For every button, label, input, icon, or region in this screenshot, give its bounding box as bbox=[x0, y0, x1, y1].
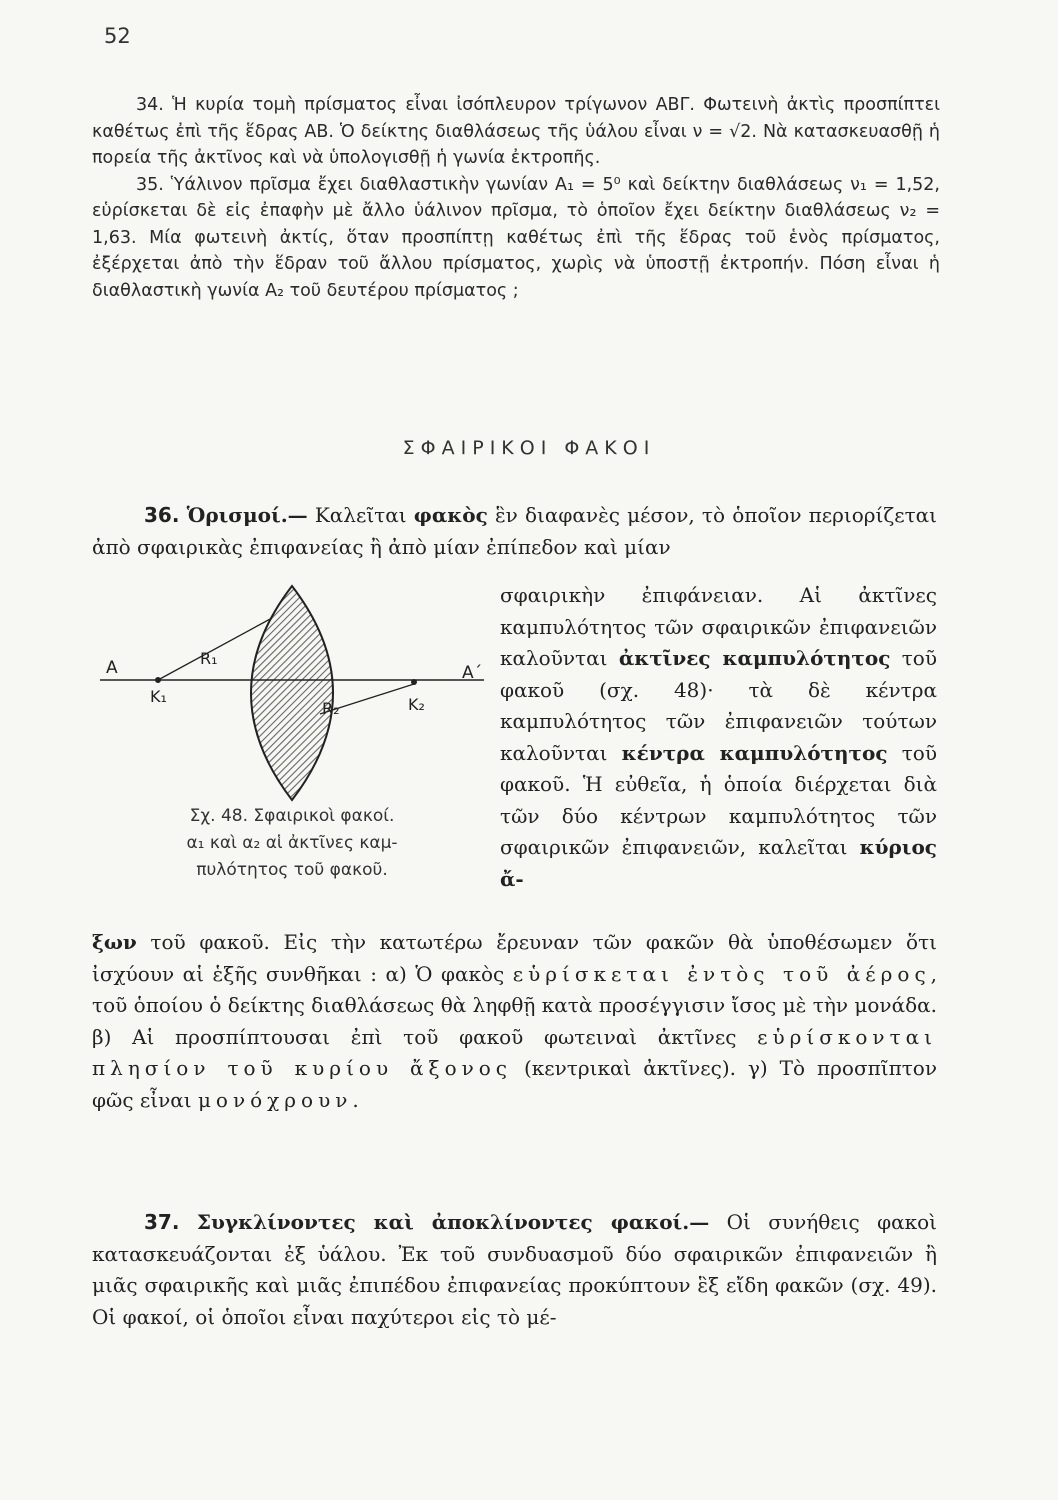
figure-caption bbox=[92, 803, 492, 884]
spaced-emphasis: μονόχρουν bbox=[197, 1087, 353, 1112]
section-36-side-text bbox=[500, 580, 937, 895]
label-k1: Κ₁ bbox=[150, 687, 167, 706]
section-36-intro bbox=[92, 500, 937, 563]
center-k1-dot bbox=[155, 677, 161, 683]
section-heading: Συγκλίνοντες καὶ ἀποκλίνοντες φακοί.— bbox=[196, 1210, 710, 1234]
problem-text: Ἡ κυρία τομὴ πρίσματος εἶναι ἰσόπλευρον τρίγωνον ΑΒΓ. Φωτεινὴ ἀκτὶς προσπίπτει καθέτως ἐπὶ τῆς ἕδρας ΑΒ. Ὁ δείκτης διαθλάσεως τῆς ὑάλου εἶναι ν = √2. Νὰ κατασκευασθῇ ἡ πορεία τῆς ἀκτῖνος καὶ νὰ ὑπολογισθῇ ἡ γωνία ἐκτροπῆς. bbox=[92, 95, 940, 168]
section-number: 37. bbox=[144, 1210, 180, 1234]
term-principal-axis: κύριος ἄ- bbox=[500, 835, 937, 891]
problem-number: 34. bbox=[136, 95, 164, 115]
label-a: Α bbox=[106, 658, 118, 678]
text-run: Καλεῖται bbox=[307, 503, 414, 527]
text-run: σφαιρικὴν ἐπιφάνειαν. Αἱ ἀκτῖνες καμπυλότητος τῶν σφαιρικῶν ἐπιφανειῶν καλοῦνται bbox=[500, 583, 937, 670]
caption-line: Σχ. 48. Σφαιρικοὶ φακοί. bbox=[189, 806, 395, 826]
text-run: ἓν διαφανὲς μέσον, τὸ ὁποῖον περιορίζεται ἀπὸ σφαιρικὰς ἐπιφανείας ἢ ἀπὸ μίαν ἐπίπεδον καὶ μίαν bbox=[92, 503, 938, 559]
label-a-prime: Α΄ bbox=[462, 663, 483, 683]
center-k2-dot bbox=[411, 679, 417, 685]
section-36-lead bbox=[92, 500, 937, 563]
lens-figure bbox=[92, 578, 492, 808]
text-run: (κεντρικαὶ ἀκτῖνες). γ) Τὸ προσπῖπτον φῶς εἶναι bbox=[92, 1056, 937, 1112]
spaced-emphasis: εὑρίσκεται ἐντὸς τοῦ ἀέρος bbox=[512, 961, 931, 986]
section-37 bbox=[92, 1207, 937, 1333]
problem-number: 35. bbox=[136, 174, 164, 195]
text-run: . bbox=[352, 1087, 359, 1112]
text-run: τοῦ φακοῦ. Εἰς τὴν κατωτέρω ἔρευναν τῶν φακῶν θὰ ὑποθέσωμεν ὅτι ἰσχύουν αἱ ἑξῆς συνθῆκαι : α) Ὁ φακὸς bbox=[92, 930, 937, 986]
problem-34 bbox=[92, 92, 940, 172]
caption-line: α₁ καὶ α₂ αἱ ἀκτῖνες καμ- bbox=[186, 833, 398, 853]
text-run: τοῦ φακοῦ. Ἡ εὐθεῖα, ἡ ὁποία διέρχεται διὰ τῶν δύο κέντρων καμπυλότητος τῶν σφαιρικῶν ἐπιφανειῶν, καλεῖται bbox=[500, 740, 938, 859]
label-r1: R₁ bbox=[200, 649, 218, 668]
section-title: ΣΦΑΙΡΙΚΟΙ ΦΑΚΟΙ bbox=[402, 437, 656, 459]
problems-block bbox=[92, 92, 940, 304]
term-lens: φακὸς bbox=[413, 503, 488, 527]
caption-line: πυλότητος τοῦ φακοῦ. bbox=[196, 860, 388, 880]
text-run: τοῦ φακοῦ (σχ. 48)· τὰ δὲ κέντρα καμπυλότητος τῶν ἐπιφανειῶν τούτων καλοῦνται bbox=[500, 646, 937, 765]
term-radii-of-curvature: ἀκτῖνες καμπυλότητος bbox=[618, 646, 891, 670]
label-r2: R₂ bbox=[322, 699, 340, 718]
section-heading: Ὁρισμοί.— bbox=[186, 503, 308, 527]
problem-text: Ὑάλινον πρῖσμα ἔχει διαθλαστικὴν γωνίαν Α₁ = 5⁰ καὶ δείκτην διαθλάσεως ν₁ = 1,52, εὑρίσκεται δὲ εἰς ἐπαφὴν μὲ ἄλλο ὑάλινον πρῖσμα, τὸ ὁποῖον ἔχει δείκτην διαθλάσεως ν₂ = 1,63. Μία φωτεινὴ ἀκτίς, ὅταν προσπίπτῃ καθέτως ἐπὶ τῆς ἕδρας τοῦ ἑνὸς πρίσματος, ἐξέρχεται ἀπὸ τὴν ἕδραν τοῦ ἄλλου πρίσματος, χωρὶς νὰ ὑποστῇ ἐκτροπήν. Πόση εἶναι ἡ διαθλαστικὴ γωνία Α₂ τοῦ δευτέρου πρίσματος ; bbox=[92, 174, 940, 301]
term-principal-axis-end: ξων bbox=[92, 930, 137, 954]
text-run: Οἱ συνήθεις φακοὶ κατασκευάζονται ἐξ ὑάλου. Ἐκ τοῦ συνδυασμοῦ δύο σφαιρικῶν ἐπιφανειῶν ἢ μιᾶς σφαιρικῆς καὶ μιᾶς ἐπιπέδου ἐπιφανείας προκύπτουν ἓξ εἴδη φακῶν (σχ. 49). Οἱ φακοί, οἱ ὁποῖοι εἶναι παχύτεροι εἰς τὸ μέ- bbox=[92, 1210, 937, 1329]
section-number: 36. bbox=[144, 503, 180, 527]
spaced-emphasis: εὑρίσκονται πλησίον τοῦ κυρίου ἄξονος bbox=[92, 1024, 937, 1080]
problem-35 bbox=[92, 172, 940, 305]
text-run: , τοῦ ὁποίου ὁ δείκτης διαθλάσεως θὰ ληφθῇ κατὰ προσέγγισιν ἴσος μὲ τὴν μονάδα. β) Αἱ προσπίπτουσαι ἐπὶ τοῦ φακοῦ φωτειναὶ ἀκτῖνες bbox=[92, 961, 938, 1049]
label-k2: Κ₂ bbox=[408, 695, 425, 714]
lens-shape bbox=[251, 586, 333, 800]
page-number: 52 bbox=[104, 24, 131, 48]
section-37-lead bbox=[92, 1207, 937, 1333]
term-centers-of-curvature: κέντρα καμπυλότητος bbox=[621, 740, 888, 765]
section-36-continued bbox=[92, 927, 937, 1116]
